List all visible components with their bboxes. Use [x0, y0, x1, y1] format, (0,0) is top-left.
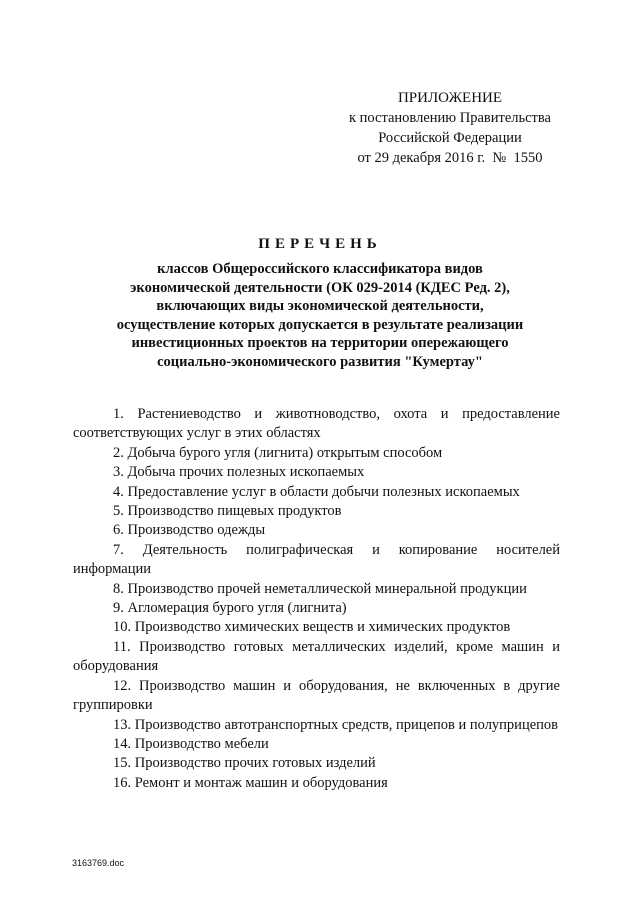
list-item: 15. Производство прочих готовых изделий	[113, 755, 376, 772]
list-item: 13. Производство автотранспортных средств, прицепов и полуприцепов	[113, 716, 558, 733]
list-item: 1. Растениеводство и животноводство, охота и предоставление соответствующих услуг в этих областях	[73, 406, 560, 442]
list-item: 14. Производство мебели	[113, 735, 269, 752]
list-item: 16. Ремонт и монтаж машин и оборудования	[113, 774, 388, 791]
subtitle-line: инвестиционных проектов на территории опережающего	[131, 335, 509, 351]
subtitle-line: осуществление которых допускается в результате реализации	[116, 316, 524, 333]
appendix-block	[330, 88, 570, 168]
activity-list	[73, 405, 560, 793]
list-item: 6. Производство одежды	[113, 522, 266, 539]
list-item: 7. Деятельность полиграфическая и копирование носителей информации	[73, 541, 560, 578]
list-item: 8. Производство прочей неметаллической минеральной продукции	[113, 580, 527, 597]
list-item: 12. Производство машин и оборудования, не включенных в другие группировки	[73, 677, 560, 714]
list-item: 3. Добыча прочих полезных ископаемых	[113, 464, 365, 481]
list-item: 11. Производство готовых металлических изделий, кроме машин и оборудования	[73, 638, 560, 675]
list-item: 9. Агломерация бурого угля (лигнита)	[113, 600, 347, 617]
appendix-line-date: от 29 декабря 2016 г. № 1550	[357, 150, 543, 166]
list-item: 5. Производство пищевых продуктов	[113, 503, 342, 520]
list-item: 2. Добыча бурого угля (лигнита) открытым способом	[113, 444, 443, 461]
subtitle-line: включающих виды экономической деятельности,	[156, 298, 484, 314]
file-name-footer: 3163769.doc	[72, 858, 125, 868]
appendix-title: ПРИЛОЖЕНИЕ	[397, 90, 503, 106]
subtitle-line: классов Общероссийского классификатора видов	[157, 261, 483, 277]
document-subtitle	[80, 260, 560, 371]
subtitle-line: социально-экономического развития "Кумертау"	[157, 353, 483, 370]
list-item: 4. Предоставление услуг в области добычи полезных ископаемых	[113, 483, 520, 500]
appendix-line-resolution: к постановлению Правительства	[349, 110, 551, 126]
subtitle-line: экономической деятельности (ОК 029-2014 (КДЕС Ред. 2),	[130, 279, 510, 296]
appendix-line-federation: Российской Федерации	[378, 130, 522, 146]
list-item: 10. Производство химических веществ и химических продуктов	[113, 619, 511, 636]
document-title: ПЕРЕЧЕНЬ	[258, 236, 382, 252]
